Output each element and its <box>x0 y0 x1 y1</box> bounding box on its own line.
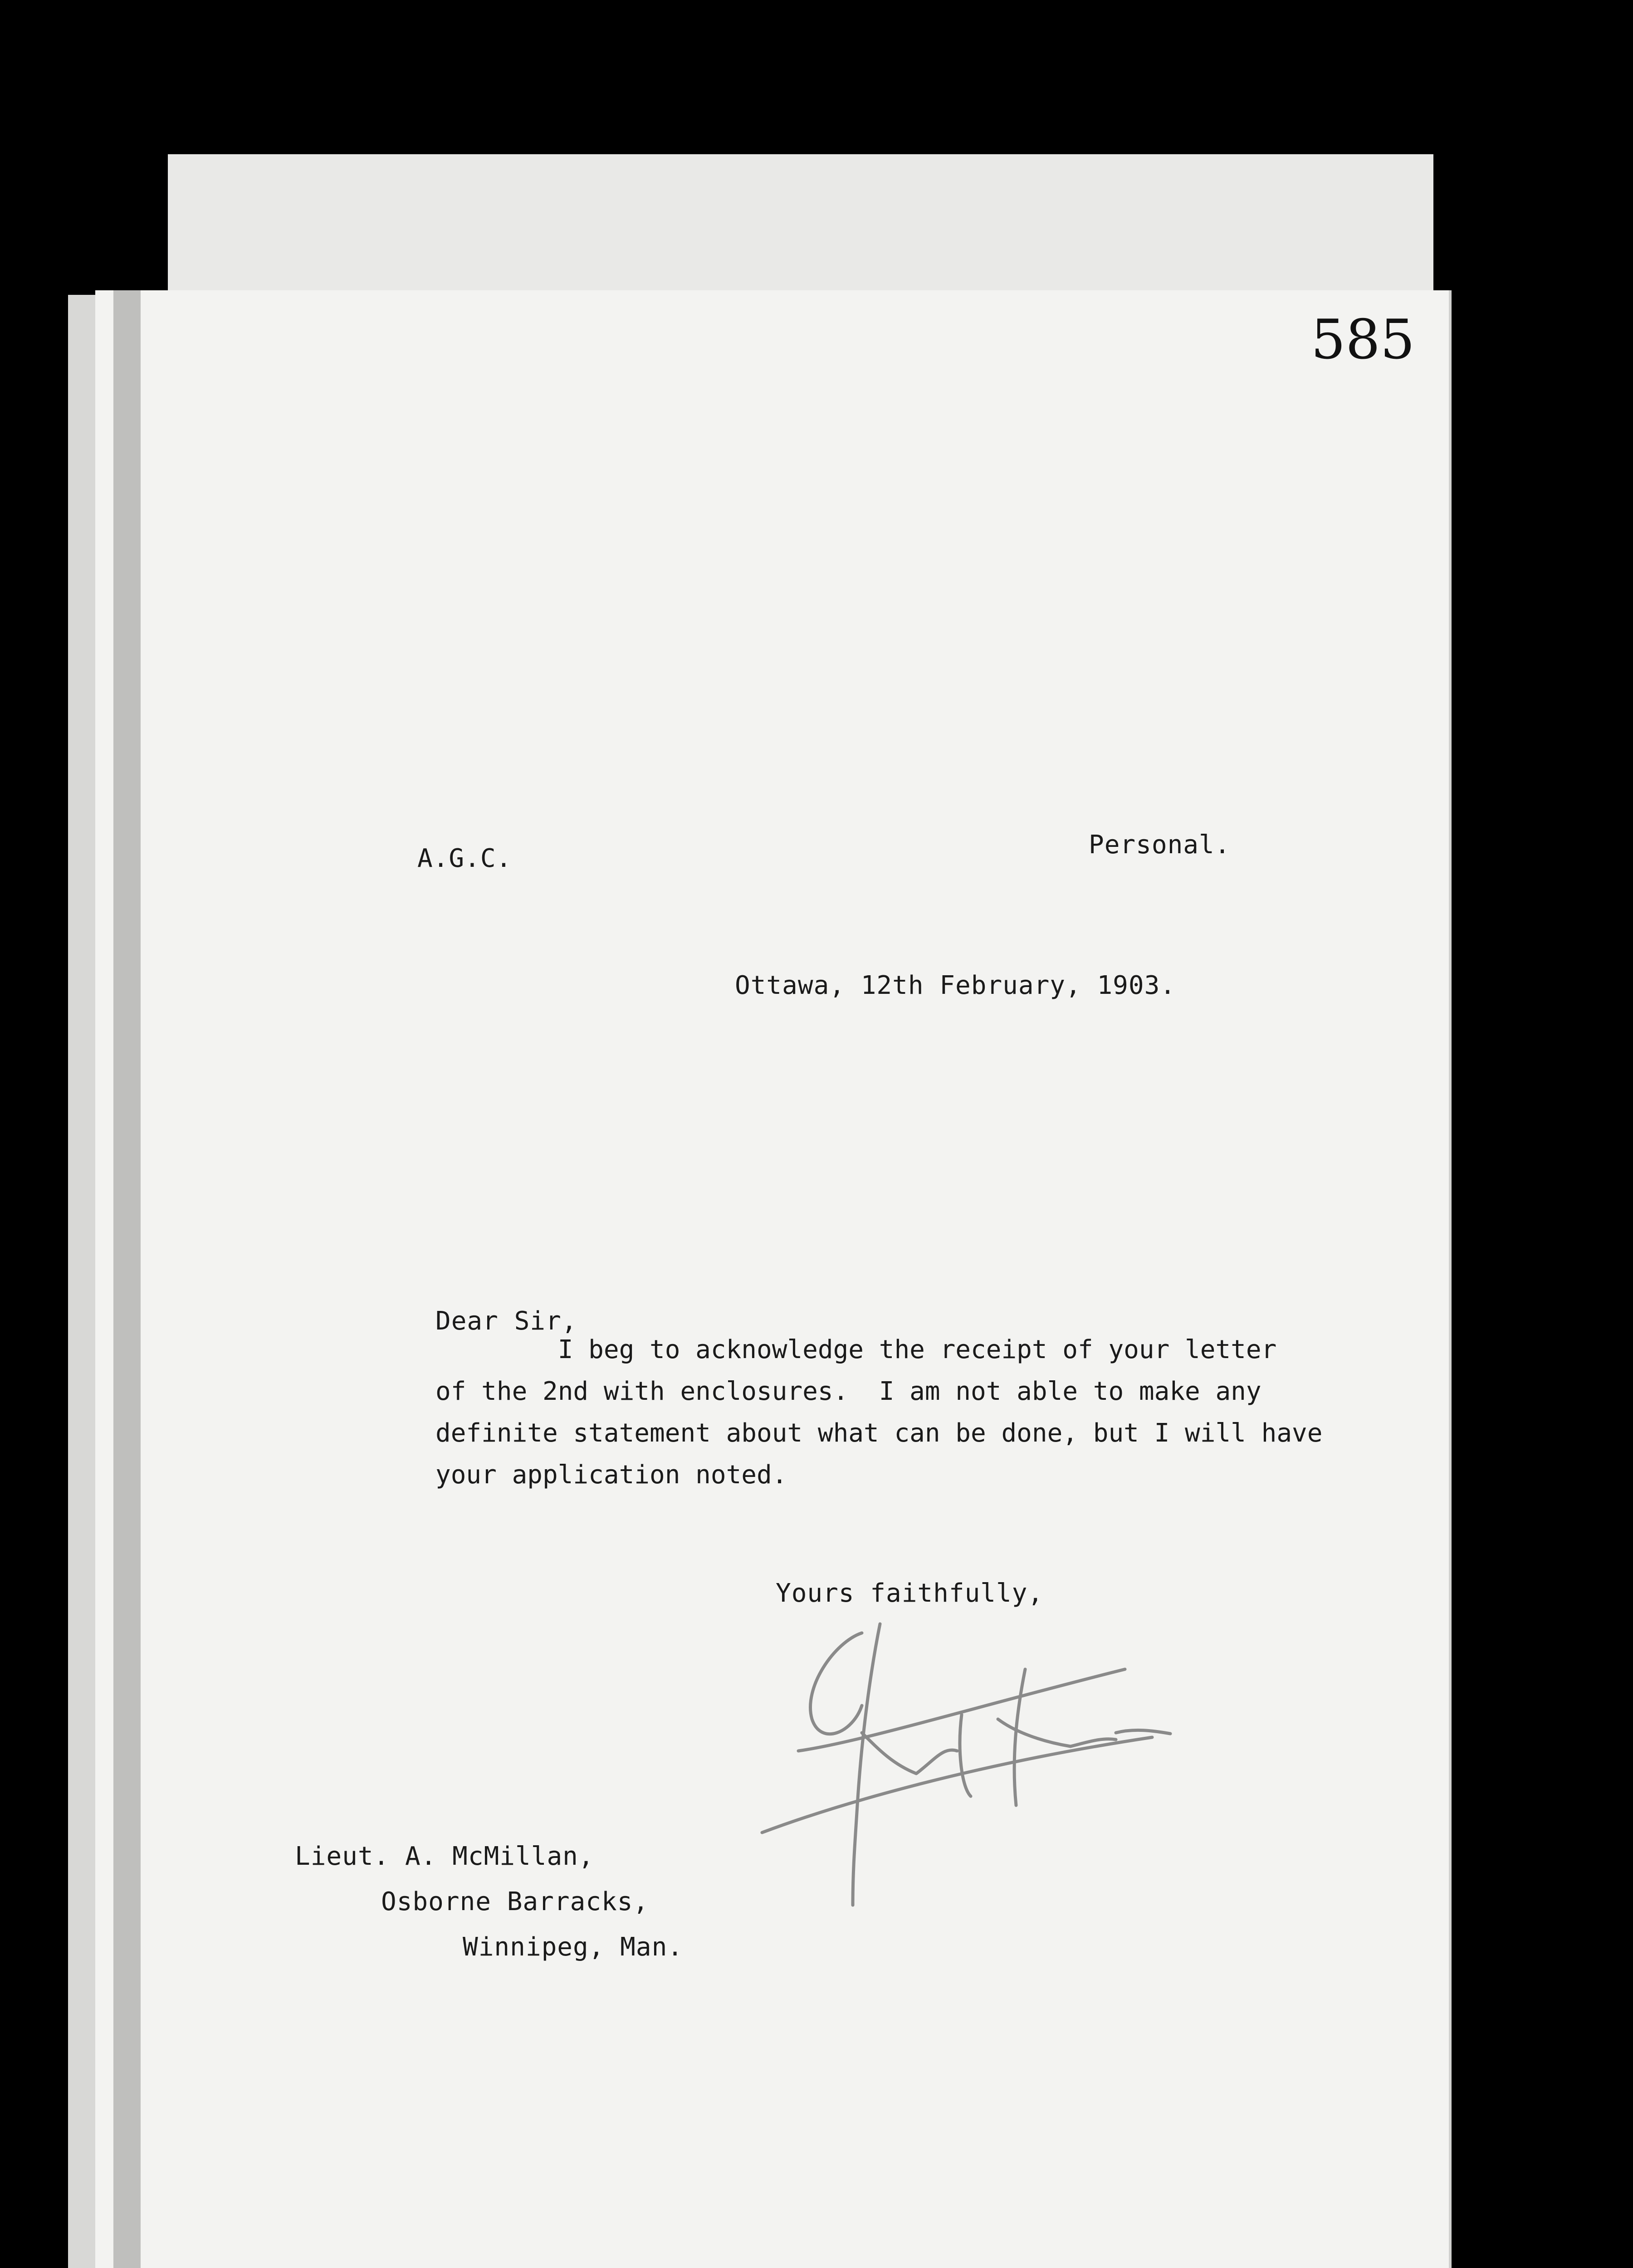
salutation: Dear Sir, <box>435 1306 577 1336</box>
recipient-name: Lieut. A. McMillan, <box>295 1842 594 1871</box>
signature <box>744 1615 1243 1941</box>
letter-sheet <box>95 290 1452 2268</box>
reference-code: A.G.C. <box>417 844 512 873</box>
body-line: definite statement about what can be done, but I will have <box>435 1418 1323 1448</box>
body-line: your application noted. <box>435 1460 787 1490</box>
letter-body <box>435 1329 1433 1496</box>
dateline: Ottawa, 12th February, 1903. <box>735 971 1176 1000</box>
page-number: 585 <box>1311 308 1415 371</box>
closing: Yours faithfully, <box>776 1579 1044 1608</box>
recipient-address-line: Winnipeg, Man. <box>463 1932 684 1962</box>
recipient-address-line: Osborne Barracks, <box>381 1887 649 1916</box>
binding-edge <box>113 290 141 2268</box>
personal-marking: Personal. <box>1089 830 1231 860</box>
body-line: of the 2nd with enclosures. I am not able to make any <box>435 1377 1261 1406</box>
body-line: I beg to acknowledge the receipt of your letter <box>435 1335 1277 1364</box>
